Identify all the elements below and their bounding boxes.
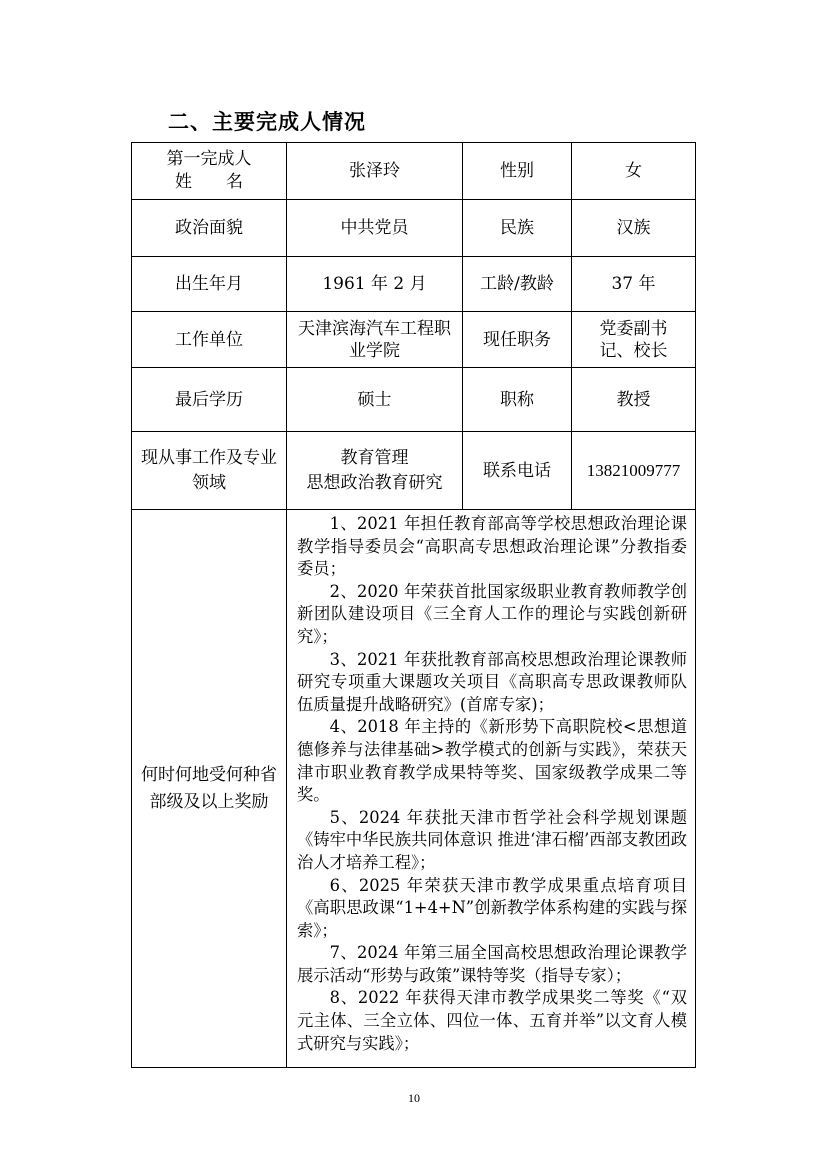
gender-label: 性别 — [463, 143, 572, 200]
ethnicity-value: 汉族 — [572, 200, 696, 257]
workplace-value: 天津滨海汽车工程职业学院 — [287, 312, 463, 368]
table-row — [132, 368, 696, 432]
list-item: 8、2022 年获得天津市教学成果奖二等奖《“双元主体、三全立体、四位一体、五育并举”以文育人模式研究与实践》； — [297, 988, 687, 1053]
work-years-label: 工龄/教龄 — [463, 257, 572, 312]
name-value: 张泽玲 — [287, 143, 463, 200]
political-status-value: 中共党员 — [287, 200, 463, 257]
table-row — [132, 312, 696, 368]
gender-value: 女 — [572, 143, 696, 200]
political-status-label: 政治面貌 — [132, 200, 287, 257]
page-number: 10 — [408, 1091, 420, 1105]
ethnicity-label: 民族 — [463, 200, 572, 257]
title-value: 教授 — [572, 368, 696, 432]
list-item: 3、2021 年获批教育部高校思想政治理论课教师研究专项重大课题攻关项目《高职高专思政课教师队伍质量提升战略研究》(首席专家)； — [297, 649, 687, 714]
work-field-label: 现从事工作及专业领域 — [132, 432, 287, 510]
position-value: 党委副书记、校长 — [572, 312, 696, 368]
table-row — [132, 143, 696, 200]
list-item: 4、2018 年主持的《新形势下高职院校<思想道德修养与法律基础>教学模式的创新与实践》，荣获天津市职业教育教学成果特等奖、国家级教学成果二等奖。 — [297, 717, 687, 805]
personnel-info-table — [131, 142, 696, 1068]
table-row — [132, 510, 696, 1068]
work-years-value: 37 年 — [572, 257, 696, 312]
table-row — [132, 257, 696, 312]
list-item: 1、2021 年担任教育部高等学校思想政治理论课教学指导委员会“高职高专思想政治理论课”分教指委委员； — [297, 514, 687, 579]
education-value: 硕士 — [287, 368, 463, 432]
phone-label: 联系电话 — [463, 432, 572, 510]
list-item: 6、2025 年荣获天津市教学成果重点培育项目《高职思政课“1+4+N”创新教学体系构建的实践与探索》； — [297, 875, 687, 940]
birth-date-label: 出生年月 — [132, 257, 287, 312]
table-row — [132, 432, 696, 510]
awards-list — [287, 510, 696, 1068]
awards-label: 何时何地受何种省部级及以上奖励 — [132, 510, 287, 1068]
position-label: 现任职务 — [463, 312, 572, 368]
list-item: 7、2024 年第三届全国高校思想政治理论课教学展示活动“形势与政策”课特等奖（指导专家）； — [297, 943, 687, 985]
workplace-label: 工作单位 — [132, 312, 287, 368]
education-label: 最后学历 — [132, 368, 287, 432]
table-row — [132, 200, 696, 257]
work-field-value: 教育管理 思想政治教育研究 — [287, 432, 463, 510]
birth-date-value: 1961 年 2 月 — [287, 257, 463, 312]
section-title: 二、主要完成人情况 — [168, 110, 366, 134]
phone-value: 13821009777 — [572, 432, 696, 510]
list-item: 2、2020 年荣获首批国家级职业教育教师教学创新团队建设项目《三全育人工作的理论与实践创新研究》； — [297, 581, 687, 646]
name-label: 第一完成人 姓 名 — [132, 143, 287, 200]
list-item: 5、2024 年获批天津市哲学社会科学规划课题《铸牢中华民族共同体意识 推进‘津石榴’西部支教团政治人才培养工程》； — [297, 807, 687, 872]
title-label: 职称 — [463, 368, 572, 432]
